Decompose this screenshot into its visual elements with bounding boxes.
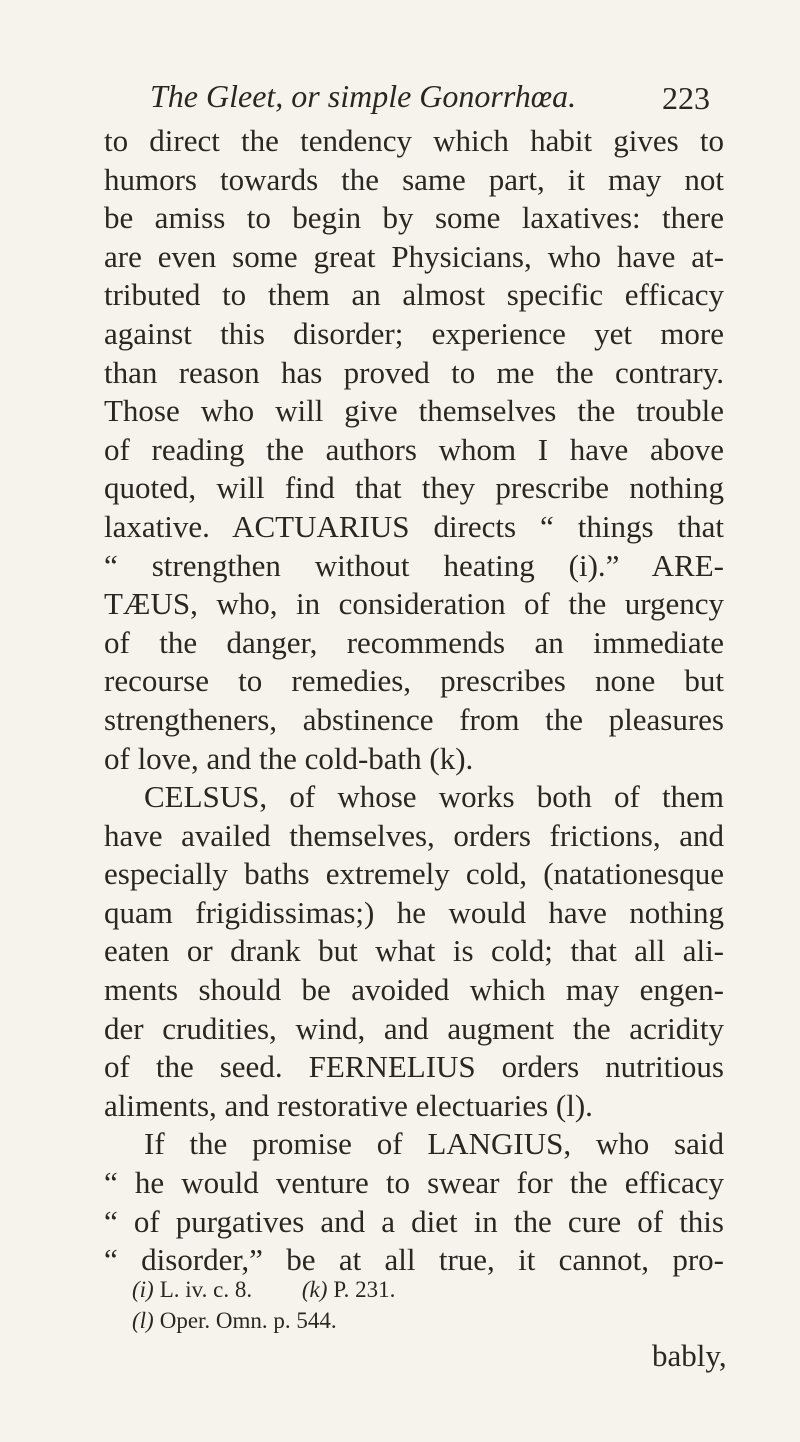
- text-line: quoted, will find that they prescribe nothing: [104, 470, 724, 506]
- text-line: “ of purgatives and a diet in the cure of this: [104, 1203, 724, 1239]
- text-line: “ he would venture to swear for the efficacy: [104, 1165, 724, 1201]
- text-line: especially baths extremely cold, (natationesque: [104, 856, 724, 892]
- text-line: eaten or drank but what is cold; that all ali-: [104, 933, 724, 969]
- text-line: CELSUS, of whose works both of them: [144, 779, 724, 815]
- text-line: quam frigidissimas;) he would have nothing: [104, 894, 724, 930]
- text-line: of the danger, recommends an immediate: [104, 624, 724, 660]
- text-line: of love, and the cold-bath (k).: [104, 740, 474, 776]
- page-number: 223: [662, 80, 710, 116]
- footnote-line: [132, 1305, 732, 1336]
- catchword: bably,: [652, 1338, 727, 1373]
- text-line: against this disorder; experience yet more: [104, 315, 724, 351]
- text-line: be amiss to begin by some laxatives: there: [104, 200, 724, 236]
- text-line: “ strengthen without heating (i).” ARE-: [104, 547, 724, 583]
- text-line: are even some great Physicians, who have at-: [104, 238, 724, 274]
- footnote: (l) Oper. Omn. p. 544.: [132, 1308, 337, 1333]
- footnote: (k) P. 231.: [301, 1277, 396, 1302]
- text-line: tributed to them an almost specific efficacy: [104, 277, 724, 313]
- text-line: have availed themselves, orders frictions, and: [104, 817, 724, 853]
- text-line: recourse to remedies, prescribes none but: [104, 663, 724, 699]
- footnote: (i) L. iv. c. 8.: [132, 1277, 253, 1302]
- text-line: laxative. ACTUARIUS directs “ things that: [104, 508, 724, 544]
- text-line: humors towards the same part, it may not: [104, 161, 724, 197]
- footnote-line: [132, 1274, 732, 1305]
- text-line: der crudities, wind, and augment the acridity: [104, 1010, 724, 1046]
- text-line: strengtheners, abstinence from the pleasures: [104, 701, 724, 737]
- running-head: [150, 78, 710, 122]
- text-line: aliments, and restorative electuaries (l).: [104, 1087, 593, 1123]
- text-line: to direct the tendency which habit gives to: [104, 123, 724, 158]
- body-text: [104, 122, 724, 1280]
- text-line: than reason has proved to me the contrary.: [104, 354, 724, 390]
- text-line: of the seed. FERNELIUS orders nutritious: [104, 1049, 724, 1085]
- text-line: ments should be avoided which may engen-: [104, 972, 724, 1008]
- footnotes: [132, 1274, 732, 1336]
- text-line: “ disorder,” be at all true, it cannot, pro-: [104, 1242, 724, 1278]
- text-line: TÆUS, who, in consideration of the urgency: [104, 586, 724, 622]
- text-line: of reading the authors whom I have above: [104, 431, 724, 467]
- text-line: If the promise of LANGIUS, who said: [144, 1126, 724, 1162]
- running-title: The Gleet, or simple Gonorrhœa.: [150, 78, 577, 114]
- text-line: Those who will give themselves the trouble: [104, 393, 724, 429]
